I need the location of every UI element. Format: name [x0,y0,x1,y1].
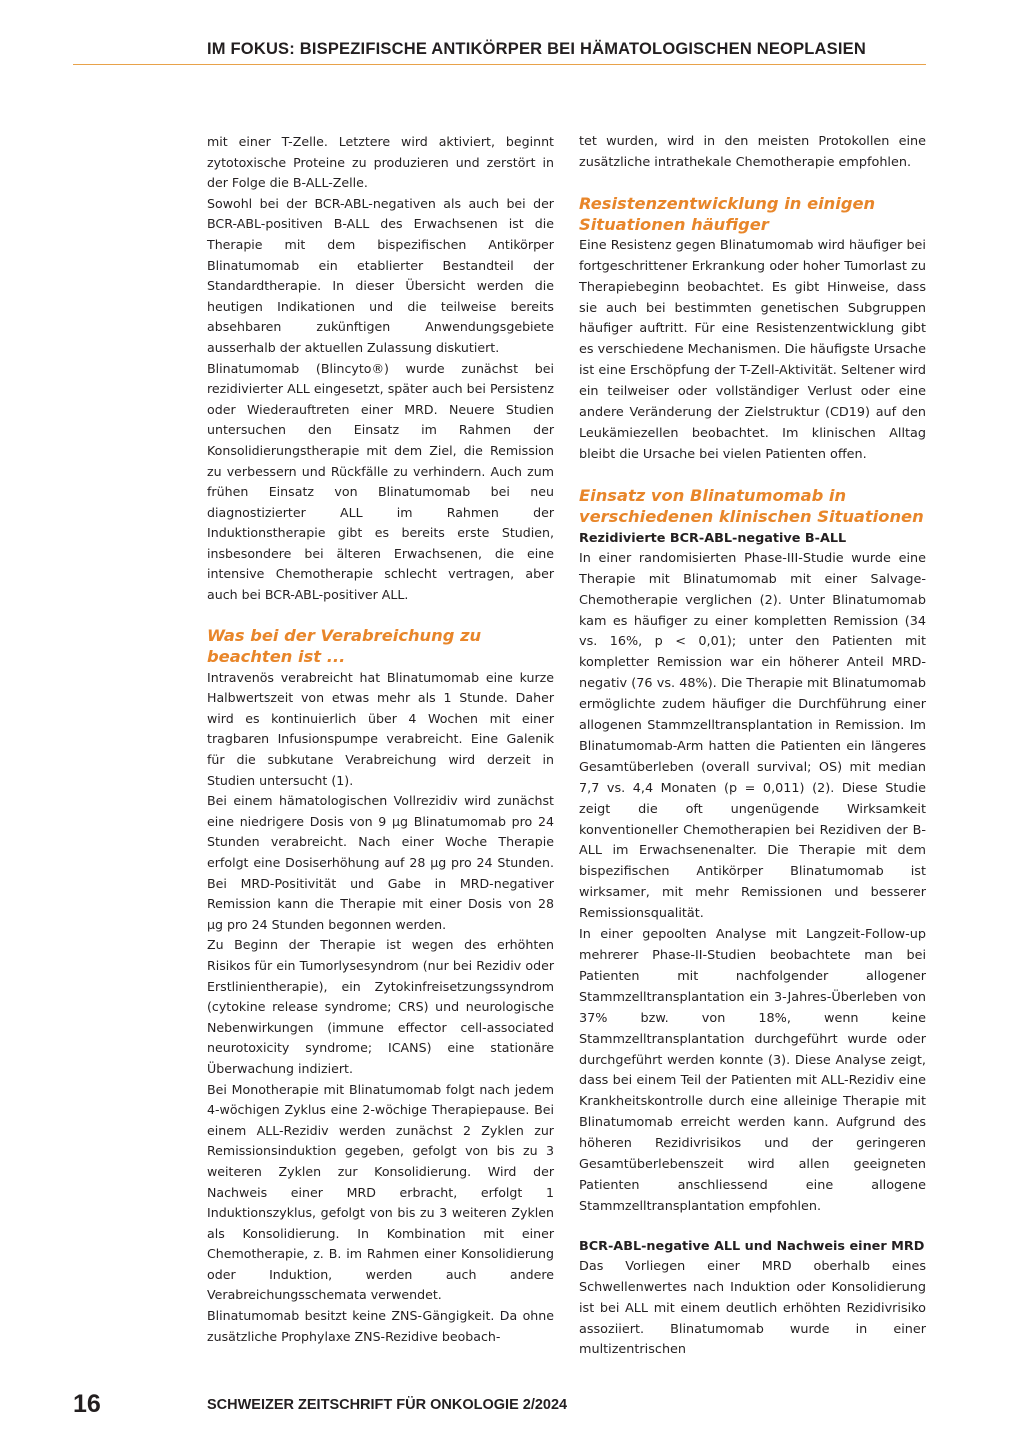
paragraph: Bei einem hämatologischen Vollrezidiv wird zunächst eine niedrigere Dosis von 9 µg Blinatumomab pro 24 Stunden verabreicht. Nach einer Woche Therapie erfolgt eine Dosiserhöhung auf 28 µg pro 24 Stunden. Bei MRD-Positivität und Gabe in MRD-negativer Remission kann die Therapie mit einer Dosis von 28 µg pro 24 Stunden begonnen werden. [207,793,554,932]
paragraph: Sowohl bei der BCR-ABL-negativen als auch bei der BCR-ABL-positiven B-ALL des Erwachsenen ist die Therapie mit dem bispezifischen Antikörper Blinatumomab ein etablierter Bestandteil der Standardtherapie. In dieser Übersicht werden die heutigen Indikationen und die teilweise bereits absehbaren zukünftigen Anwendungsgebiete ausserhalb der aktuellen Zulassung diskutiert. [207,195,554,355]
header-title: IM FOKUS: BISPEZIFISCHE ANTIKÖRPER BEI HÄMATOLOGISCHEN NEOPLASIEN [207,40,866,58]
subheading: BCR-ABL-negative ALL und Nachweis einer MRD [579,1238,925,1254]
paragraph: Zu Beginn der Therapie ist wegen des erhöhten Risikos für ein Tumorlysesyndrom (nur bei Rezidiv oder Erstlinientherapie), ein Zytokinfreisetzungssyndrom (cytokine release syndrome; CRS) und neurologische Nebenwirkungen (immune effector cell-associated neurotoxicity syndrome; ICANS) eine stationäre Überwachung indiziert. [207,937,554,1076]
paragraph: Bei Monotherapie mit Blinatumomab folgt nach jedem 4-wöchigen Zyklus eine 2-wöchige Therapiepause. Bei einem ALL-Rezidiv werden zunächst 2 Zyklen zur Remissionsinduktion gegeben, gefolgt von bis zu 3 weiteren Zyklen zur Konsolidierung. Wird der Nachweis einer MRD erbracht, erfolgt 1 Induktionszyklus, gefolgt von bis zu 3 weiteren Zyklen als Konsolidierung. In Kombination mit einer Chemotherapie, z. B. im Rahmen einer Konsolidierung oder Induktion, werden auch andere Verabreichungsschemata verwendet. [207,1081,554,1303]
right-column [579,132,926,1361]
section-heading: Resistenzentwicklung in einigen Situationen häufiger [579,193,876,234]
section-heading: Einsatz von Blinatumomab in verschiedenen klinischen Situationen [579,485,924,526]
subheading: Rezidivierte BCR-ABL-negative B-ALL [579,530,847,546]
page-number: 16 [73,1390,101,1418]
paragraph: In einer randomisierten Phase-III-Studie wurde eine Therapie mit Blinatumomab mit einer Salvage-Chemotherapie verglichen (2). Unter Blinatumomab kam es häufiger zu einer kompletten Remission (34 vs. 16%, p < 0,01); unter den Patienten mit kompletter Remission war ein höherer Anteil MRD-negativ (76 vs. 48%). Die Therapie mit Blinatumomab ermöglichte zudem häufiger die Durchführung einer allogenen Stammzelltransplantation in Remission. Im Blinatumomab-Arm hatten die Patienten ein längeres Gesamtüberleben (overall survival; OS) mit median 7,7 vs. 4,4 Monaten (p = 0,011) (2). Diese Studie zeigt die oft ungenügende Wirksamkeit konventioneller Chemotherapien bei Rezidiven der B-ALL im Erwachsenenalter. Die Therapie mit dem bispezifischen Antikörper Blinatumomab ist wirksamer, mit mehr Remissionen und besserer Remissionsqualität. [579,550,926,922]
paragraph: In einer gepoolten Analyse mit Langzeit-Follow-up mehrerer Phase-II-Studien beobachtete man bei Patienten mit nachfolgender allogener Stammzelltransplantation ein 3-Jahres-Überleben von 37% bzw. von 18%, wenn keine Stammzelltransplantation durchgeführt wurde oder durchgeführt werden konnte (3). Diese Analyse zeigt, dass bei einem Teil der Patienten mit ALL-Rezidiv eine Krankheitskontrolle durch eine alleinige Therapie mit Blinatumomab erreicht werden kann. Aufgrund des höheren Rezidivrisikos und der geringeren Gesamtüberlebenszeit wird allen geeigneten Patienten anschliessend eine allogene Stammzelltransplantation empfohlen. [579,927,926,1214]
journal-title: SCHWEIZER ZEITSCHRIFT FÜR ONKOLOGIE 2/2024 [207,1397,568,1413]
paragraph: Intravenös verabreicht hat Blinatumomab eine kurze Halbwertszeit von etwas mehr als 1 Stunde. Daher wird es kontinuierlich über 4 Wochen mit einer tragbaren Infusionspumpe verabreicht. Eine Galenik für die subkutane Verabreichung wird derzeit in Studien untersucht (1). [207,669,554,788]
paragraph: mit einer T-Zelle. Letztere wird aktiviert, beginnt zytotoxische Proteine zu produzieren und zerstört in der Folge die B-ALL-Zelle. [207,134,554,191]
paragraph: Eine Resistenz gegen Blinatumomab wird häufiger bei fortgeschrittener Erkrankung oder hoher Tumorlast zu Therapiebeginn beobachtet. Es gibt Hinweise, dass sie auch bei bestimmten genetischen Subgruppen häufiger auftritt. Für eine Resistenzentwicklung gibt es verschiedene Mechanismen. Die häufigste Ursache ist eine Erschöpfung der T-Zell-Aktivität. Seltener wird ein teilweiser oder vollständiger Verlust oder eine andere Veränderung der Zielstruktur (CD19) auf den Leukämiezellen beobachtet. Im klinischen Alltag bleibt die Ursache bei vielen Patienten offen. [579,237,926,462]
running-header [73,36,926,65]
paragraph: Blinatumomab (Blincyto®) wurde zunächst bei rezidivierter ALL eingesetzt, später auch bei Persistenz oder Wiederauftreten einer MRD. Neuere Studien untersuchen den Einsatz im Rahmen der Konsolidierungstherapie mit dem Ziel, die Remission zu verbessern und Rückfälle zu verhindern. Auch zum frühen Einsatz von Blinatumomab bei neu diagnostizierter ALL im Rahmen der Induktionstherapie gibt es bereits erste Studien, insbesondere bei älteren Erwachsenen, die eine intensive Chemotherapie schlecht vertragen, aber auch bei BCR-ABL-positiver ALL. [207,360,554,603]
paragraph: tet wurden, wird in den meisten Protokollen eine zusätzliche intrathekale Chemotherapie empfohlen. [579,134,926,170]
section-heading: Was bei der Verabreichung zu beachten ist ... [207,625,482,666]
paragraph: Das Vorliegen einer MRD oberhalb eines Schwellenwertes nach Induktion oder Konsolidierung ist bei ALL mit einem deutlich erhöhten Rezidivrisiko assoziiert. Blinatumomab wurde in einer multizentrischen [579,1258,926,1358]
left-column [207,132,554,1347]
paragraph: Blinatumomab besitzt keine ZNS-Gängigkeit. Da ohne zusätzliche Prophylaxe ZNS-Rezidive beobach- [207,1308,554,1344]
